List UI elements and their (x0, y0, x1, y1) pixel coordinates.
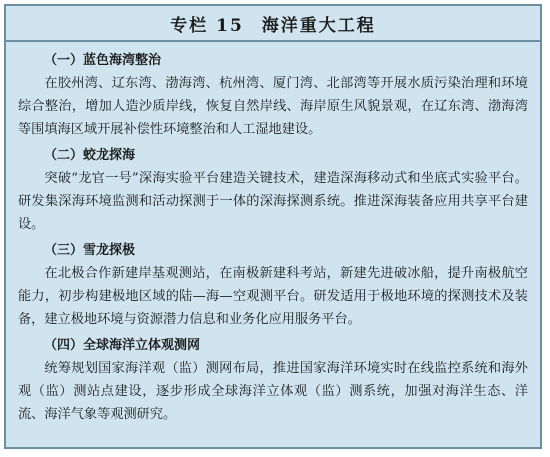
column-title-bar (6, 6, 540, 42)
column-content (6, 42, 540, 426)
section-heading: （四）全球海洋立体观测网 (44, 338, 201, 353)
section-blue-bay (18, 50, 528, 141)
column-label: 专栏 15 (170, 15, 244, 36)
section-heading: （二）蛟龙探海 (44, 148, 136, 163)
column-box (4, 4, 542, 449)
section-body: 在北极合作新建岸基观测站，在南极新建科考站，新建先进破冰船，提升南极航空能力，初步构建极地区域的陆—海—空观测平台。研发适用于极地环境的探测技术及装备，建立极地环境与资源潜力信息和业务化应用服务平台。 (18, 266, 528, 327)
section-xuelong (18, 240, 528, 331)
section-body: 统筹规划国家海洋观（监）测网布局，推进国家海洋环境实时在线监控系统和海外观（监）测站点建设，逐步形成全球海洋立体观（监）测系统，加强对海洋生态、洋流、海洋气象等观测研究。 (18, 361, 528, 422)
section-body: 在胶州湾、辽东湾、渤海湾、杭州湾、厦门湾、北部湾等开展水质污染治理和环境综合整治，增加人造沙质岸线，恢复自然岸线、海岸原生风貌景观，在辽东湾、渤海湾等围填海区域开展补偿性环境整治和人工湿地建设。 (18, 76, 528, 137)
section-jiaolong (18, 145, 528, 236)
section-body: 突破“龙官一号”深海实验平台建造关键技术，建造深海移动式和坐底式实验平台。研发集深海环境监测和活动探测于一体的深海探测系统。推进深海装备应用共享平台建设。 (18, 171, 528, 232)
section-observation-network (18, 335, 528, 426)
section-heading: （三）雪龙探极 (44, 243, 136, 258)
section-heading: （一）蓝色海湾整治 (44, 53, 162, 68)
column-title: 海洋重大工程 (261, 15, 376, 36)
